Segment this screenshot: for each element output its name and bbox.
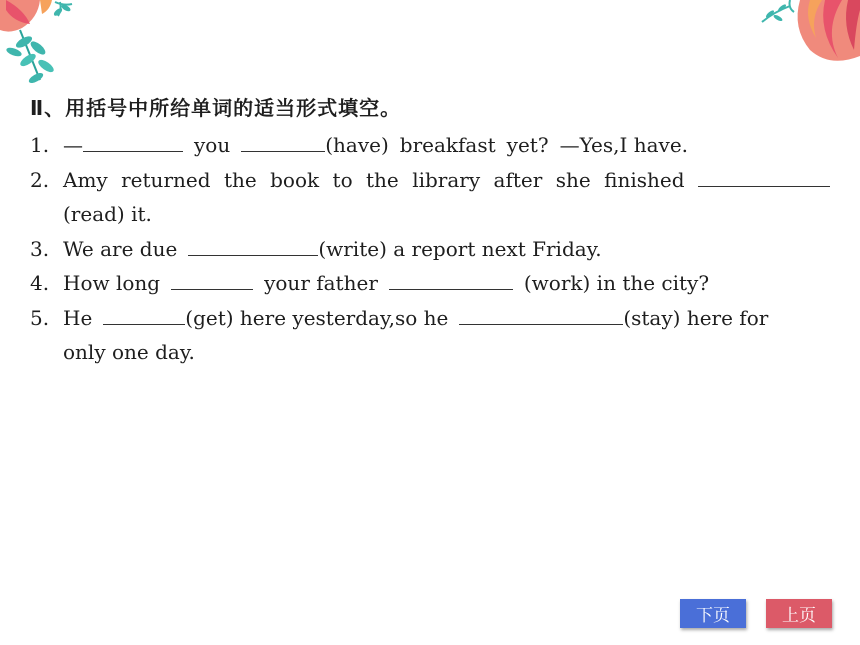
hint-word: (have) bbox=[325, 133, 389, 157]
question-text: library bbox=[412, 167, 481, 192]
question-text: your father bbox=[264, 271, 378, 295]
question-text: finished bbox=[604, 167, 685, 192]
question-text: He bbox=[63, 305, 93, 330]
question-number: 3. bbox=[30, 236, 50, 261]
answer-blank[interactable] bbox=[171, 269, 253, 290]
question-text: returned bbox=[121, 167, 211, 192]
previous-page-button[interactable]: 上页 bbox=[766, 599, 832, 628]
question-text: Amy bbox=[63, 167, 108, 192]
answer-blank[interactable] bbox=[188, 235, 318, 256]
next-page-button[interactable]: 下页 bbox=[680, 599, 746, 628]
question-text: she bbox=[555, 167, 591, 192]
question-text: yet? bbox=[506, 133, 549, 157]
floral-decoration-left bbox=[0, 0, 90, 95]
question-number: 1. bbox=[30, 133, 50, 157]
answer-blank[interactable] bbox=[241, 131, 325, 152]
answer-blank[interactable] bbox=[698, 166, 830, 187]
hint-word: (read) it. bbox=[63, 202, 152, 226]
hint-word: (stay) here for bbox=[623, 305, 769, 330]
question-number: 4. bbox=[30, 271, 50, 295]
dash: — bbox=[63, 133, 83, 157]
question-text: to bbox=[332, 167, 353, 192]
hint-word: (work) in the city? bbox=[523, 271, 710, 295]
answer-blank[interactable] bbox=[83, 131, 183, 152]
exercise-content bbox=[30, 92, 830, 370]
question-text: How long bbox=[63, 271, 161, 295]
question-text: the bbox=[366, 167, 399, 192]
question-text: you bbox=[194, 133, 231, 157]
question-3 bbox=[30, 232, 830, 267]
answer-blank[interactable] bbox=[459, 304, 623, 325]
question-text: We are due bbox=[63, 236, 178, 261]
question-text: only one day. bbox=[63, 340, 195, 364]
question-number: 5. bbox=[30, 305, 50, 330]
question-text: breakfast bbox=[399, 133, 496, 157]
question-number: 2. bbox=[30, 167, 50, 192]
answer-blank[interactable] bbox=[389, 269, 513, 290]
question-text: (get) here yesterday,so he bbox=[185, 305, 449, 330]
question-text: the bbox=[223, 167, 257, 192]
floral-decoration-right bbox=[730, 0, 860, 70]
question-text: (write) a report next Friday. bbox=[318, 236, 602, 261]
question-text: after bbox=[493, 167, 543, 192]
answer-blank[interactable] bbox=[103, 304, 185, 325]
question-5 bbox=[30, 301, 830, 370]
section-heading: Ⅱ、用括号中所给单词的适当形式填空。 bbox=[30, 96, 402, 120]
question-2 bbox=[30, 163, 830, 232]
question-text: book bbox=[270, 167, 320, 192]
question-4 bbox=[30, 266, 830, 301]
question-1 bbox=[30, 128, 830, 163]
question-text: —Yes,I have. bbox=[559, 133, 689, 157]
